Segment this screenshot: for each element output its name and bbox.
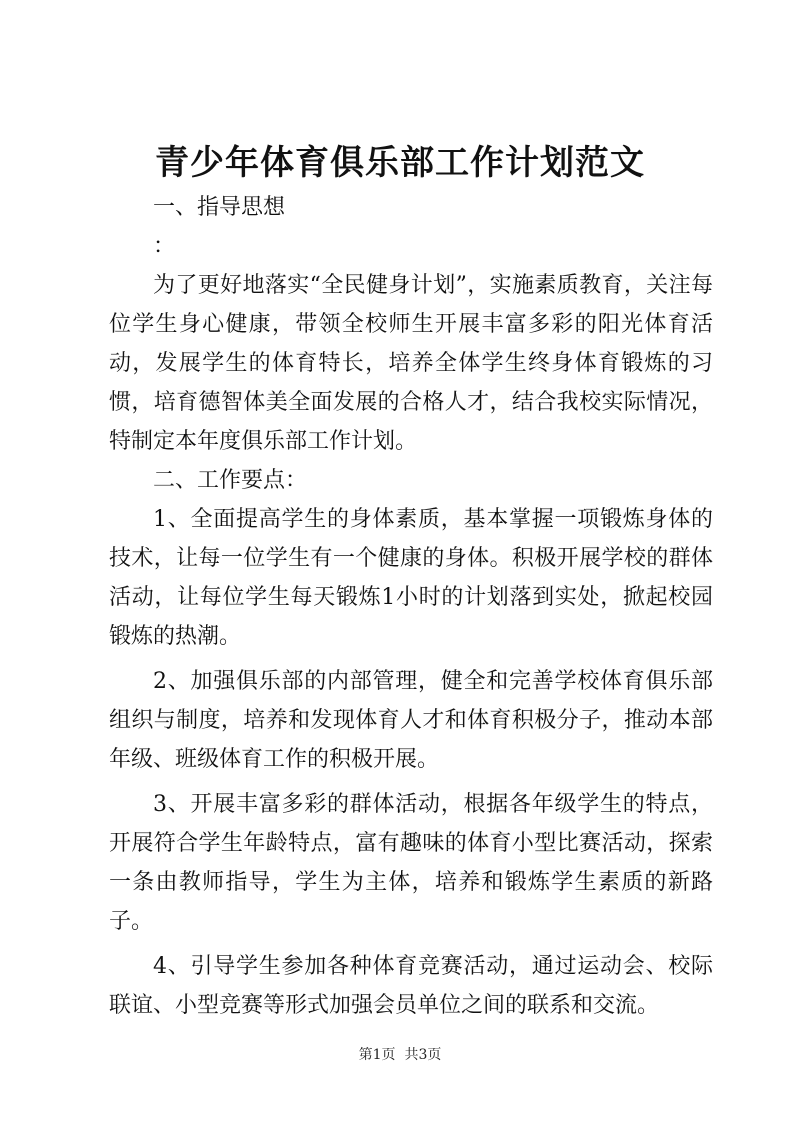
paragraph-intro: 为了更好地落实“全民健身计划”，实施素质教育，关注每位学生身心健康，带领全校师生开展丰富多彩的阳光体育活动，发展学生的体育特长，培养全体学生终身体育锻炼的习惯，培育德智体美全面发展的合格人才，结合我校实际情况，特制定本年度俱乐部工作计划。	[109, 273, 713, 454]
paragraph-point-4: 4、引导学生参加各种体育竞赛活动，通过运动会、校际联谊、小型竞赛等形式加强会员单位之间的联系和交流。	[109, 954, 713, 1018]
page-total: 共3页	[404, 1047, 442, 1063]
page-number: 第1页	[358, 1047, 396, 1063]
paragraph-point-3: 3、开展丰富多彩的群体活动，根据各年级学生的特点，开展符合学生年龄特点，富有趣味的体育小型比赛活动，探索一条由教师指导，学生为主体，培养和锻炼学生素质的新路子。	[109, 792, 713, 934]
colon-line: ：	[153, 234, 176, 259]
section-heading-guiding-ideology: 一、指导思想	[153, 195, 286, 220]
paragraph-point-1: 1、全面提高学生的身体素质，基本掌握一项锻炼身体的技术，让每一位学生有一个健康的身体。积极开展学校的群体活动，让每位学生每天锻炼1小时的计划落到实处，掀起校园锻炼的热潮。	[109, 507, 713, 649]
page-title: 青少年体育俱乐部工作计划范文	[155, 143, 645, 183]
section-heading-work-points: 二、工作要点：	[153, 468, 308, 493]
page-footer	[0, 1045, 800, 1065]
paragraph-point-2: 2、加强俱乐部的内部管理，健全和完善学校体育俱乐部组织与制度，培养和发现体育人才和体育积极分子，推动本部年级、班级体育工作的积极开展。	[109, 669, 713, 772]
document-body	[109, 188, 713, 1025]
